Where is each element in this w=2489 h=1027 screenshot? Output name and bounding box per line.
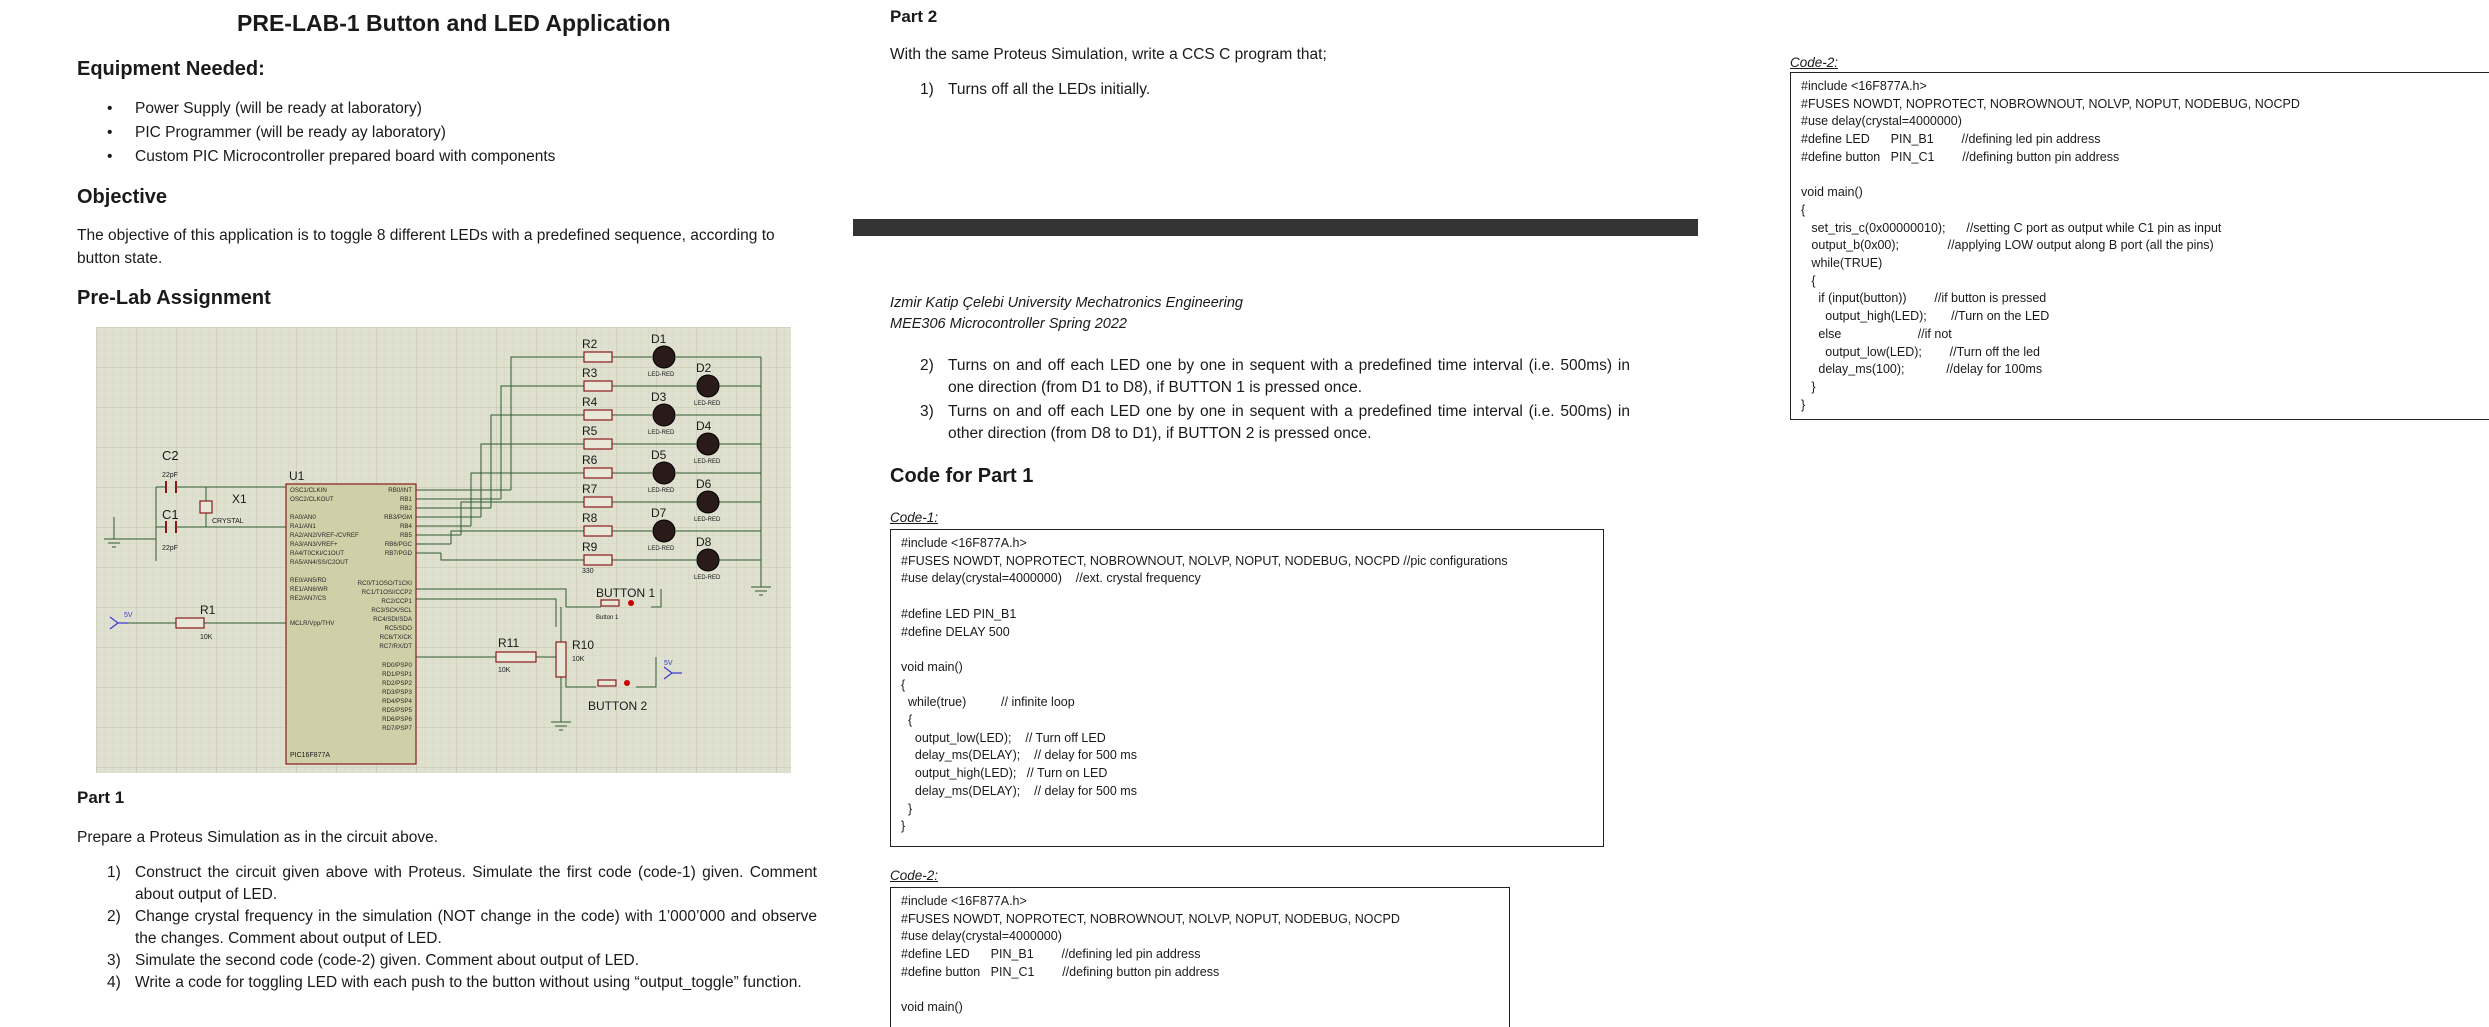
mcu-pin-label: RB5 [399, 532, 412, 539]
part1-list [77, 862, 817, 994]
led-label-d6: D6 [696, 477, 712, 491]
list-item: 1) Turns off all the LEDs initially. [920, 81, 1151, 98]
objective-heading: Objective [77, 186, 168, 208]
button1-label: BUTTON 1 [596, 586, 656, 600]
part2-heading: Part 2 [890, 7, 938, 26]
mcu-pin-label: RD5/PSP5 [382, 707, 412, 714]
mcu-pin-label: RD1/PSP1 [382, 671, 412, 678]
mcu-pin-label: RC2/CCP1 [381, 598, 412, 605]
crystal-label: X1 [232, 492, 247, 506]
led-label-d1: D1 [651, 332, 667, 346]
mcu-pin-label: RD4/PSP4 [382, 698, 412, 705]
list-item: • Custom PIC Microcontroller prepared board with components [77, 145, 817, 169]
mcu-pin-label: RD6/PSP6 [382, 716, 412, 723]
mcu-pin-label: RA5/AN4/SS/C2OUT [290, 559, 349, 566]
mcu-pin-label: RC7/RX/DT [379, 643, 412, 650]
code-part1-heading: Code for Part 1 [890, 465, 1034, 487]
led-type-label: LED-RED [694, 401, 721, 407]
cap-c1-value: 22pF [162, 545, 178, 552]
led-type-label: LED-RED [648, 430, 675, 436]
list-item: • Power Supply (will be ready at laboratory) [77, 97, 817, 121]
res-label-r9: R9 [582, 540, 598, 554]
crystal-type: CRYSTAL [212, 518, 244, 525]
mcu-pin-label: RA3/AN3/VREF+ [290, 541, 338, 548]
equipment-list [77, 97, 817, 169]
mcu-name: U1 [289, 469, 305, 483]
list-item: 2) Turns on and off each LED one by one in sequent with a predefined time interval (i.e. 500ms) in one direction (from D1 to D8), if BUTTON 1 is pressed once. [920, 357, 1630, 396]
equipment-heading: Equipment Needed: [77, 58, 265, 80]
part2-intro: With the same Proteus Simulation, write a CCS C program that; [890, 46, 1327, 63]
mcu-pin-label: RE0/AN5/RD [290, 577, 327, 584]
mcu-pin-label: OSC2/CLKOUT [290, 496, 334, 503]
led-label-d7: D7 [651, 506, 667, 520]
led-label-d5: D5 [651, 448, 667, 462]
code2-label: Code-2: [1790, 55, 1839, 70]
circuit-schematic [96, 327, 791, 773]
led-label-d8: D8 [696, 535, 712, 549]
mcu-pin-label: RE2/AN7/CS [290, 595, 327, 602]
mcu-pin-label: RA2/AN2/VREF-/CVREF [290, 532, 359, 539]
page-title: PRE-LAB-1 Button and LED Application [237, 10, 671, 36]
res-label-r4: R4 [582, 395, 598, 409]
led-type-label: LED-RED [694, 459, 721, 465]
mcu-pin-label: RD3/PSP3 [382, 689, 412, 696]
mcu-pin-label: RC0/T1OSO/T1CKI [357, 580, 412, 587]
r10-value: 10K [572, 656, 585, 663]
footer-course: MEE306 Microcontroller Spring 2022 [890, 316, 1127, 332]
code2-block-partial: #include <16F877A.h> #FUSES NOWDT, NOPROTECT, NOBROWNOUT, NOLVP, NOPUT, NODEBUG, NOCPD #use delay(crystal=4000000) #define LED PIN_B1 //defining led pin address #define button PIN_C1 //defining button pin address void main() [890, 887, 1510, 1027]
list-item: 2) Change crystal frequency in the simulation (NOT change in the code) with 1’000’000 and observe the changes. Comment about output of LED. [107, 908, 817, 947]
code1-block: #include <16F877A.h> #FUSES NOWDT, NOPROTECT, NOBROWNOUT, NOLVP, NOPUT, NODEBUG, NOCPD //pic configurations #use delay(crystal=4000000) //ext. crystal frequency #define LED PIN_B1 #define DELAY 500 void main() { while(true) // infinite loop { output_low(LED); // Turn off LED delay_ms(DELAY); // delay for 500 ms output_high(LED); // Turn on LED delay_ms(DELAY); // delay for 500 ms } } [890, 529, 1604, 847]
res-label-r3: R3 [582, 366, 598, 380]
mcu-part: PIC16F877A [290, 752, 331, 759]
led-type-label: LED-RED [648, 372, 675, 378]
mcu-pin-label: RC3/SCK/SCL [371, 607, 412, 614]
led-type-label: LED-RED [694, 575, 721, 581]
mcu-pin-label: RA4/T0CKI/C1OUT [290, 550, 344, 557]
r1-value: 10K [200, 634, 213, 641]
res-label-r6: R6 [582, 453, 598, 467]
list-item: • PIC Programmer (will be ready ay laboratory) [77, 121, 817, 145]
footer-university: Izmir Katip Çelebi University Mechatronics Engineering [890, 295, 1243, 311]
part1-heading: Part 1 [77, 788, 125, 807]
objective-text: The objective of this application is to toggle 8 different LEDs with a predefined sequence, according to button state. [77, 227, 775, 267]
mcu-pin-label: RB2 [399, 505, 412, 512]
mcu-pin-label: RB4 [399, 523, 412, 530]
res-label-r5: R5 [582, 424, 598, 438]
part1-intro: Prepare a Proteus Simulation as in the circuit above. [77, 829, 438, 846]
mcu-pin-label: RE1/AN6/WR [290, 586, 328, 593]
mcu-pin-label: RB0/INT [388, 487, 412, 494]
r10-label: R10 [572, 638, 595, 652]
cap-c1-label: C1 [162, 507, 179, 522]
led-type-label: LED-RED [648, 488, 675, 494]
code2-block: #include <16F877A.h> #FUSES NOWDT, NOPROTECT, NOBROWNOUT, NOLVP, NOPUT, NODEBUG, NOCPD #use delay(crystal=4000000) #define LED PIN_B1 //defining led pin address #define button PIN_C1 //defining button pin address void main() { set_tris_c(0x00000010); //setting C port as output while C1 pin as input output_b(0x00); //applying LOW output along B port (all the pins) while(TRUE) { if (input(button)) //if button is pressed output_high(LED); //Turn on the LED else //if not output_low(LED); //Turn off the led delay_ms(100); //delay for 100ms } } [1790, 72, 2489, 420]
led-type-label: LED-RED [694, 517, 721, 523]
res-value: 330 [582, 568, 594, 575]
res-label-r7: R7 [582, 482, 598, 496]
led-label-d4: D4 [696, 419, 712, 433]
led-label-d3: D3 [651, 390, 667, 404]
mcu-pin-label: OSC1/CLKIN [290, 487, 327, 494]
list-item: 3) Simulate the second code (code-2) given. Comment about output of LED. [107, 952, 640, 969]
mcu-pin-label: RC5/SDO [384, 625, 412, 632]
mcu-pin-label: RD2/PSP2 [382, 680, 412, 687]
mcu-pin-label: RC6/TX/CK [379, 634, 412, 641]
button2-label: BUTTON 2 [588, 699, 648, 713]
cap-c2-value: 22pF [162, 472, 178, 479]
part1-list-clip [77, 862, 817, 1016]
res-label-r2: R2 [582, 337, 598, 351]
mcu-pin-label: RB3/PGM [384, 514, 412, 521]
part2-list-top [890, 79, 1630, 101]
mcu-pin-label: RC4/SDI/SDA [373, 616, 412, 623]
button1-sublabel: Button 1 [596, 615, 619, 621]
part2-list [890, 355, 1630, 445]
r1-label: R1 [200, 603, 216, 617]
cap-c2-label: C2 [162, 448, 179, 463]
mcu-pin-label: RB1 [399, 496, 412, 503]
mcu-pin-label: RA0/AN0 [290, 514, 316, 521]
led-label-d2: D2 [696, 361, 712, 375]
vcc-label-right: 5V [664, 660, 673, 667]
mcu-pin-label: RC1/T1OSI/CCP2 [361, 589, 412, 596]
mcu-pin-label: RD0/PSP0 [382, 662, 412, 669]
r11-value: 10K [498, 667, 511, 674]
mcu-pin-label: RD7/PSP7 [382, 725, 412, 732]
mcu-pin-label: RB6/PGC [384, 541, 412, 548]
code2-label-middle: Code-2: [890, 868, 939, 883]
list-item: 1) Construct the circuit given above with Proteus. Simulate the first code (code-1) given. Comment about output of LED. [107, 864, 817, 903]
vcc-label-left: 5V [124, 612, 133, 619]
mcu-pin-label: MCLR/Vpp/THV [290, 620, 335, 627]
list-item: 4) Write a code for toggling LED with each push to the button without using “output_toggle” function. [107, 974, 802, 991]
code1-label: Code-1: [890, 510, 939, 525]
r11-label: R11 [498, 636, 520, 650]
res-label-r8: R8 [582, 511, 598, 525]
led-type-label: LED-RED [648, 546, 675, 552]
mcu-pin-label: RB7/PGD [384, 550, 412, 557]
mcu-pin-label: RA1/AN1 [290, 523, 316, 530]
list-item: 3) Turns on and off each LED one by one in sequent with a predefined time interval (i.e. 500ms) in other direction (from D8 to D1), if BUTTON 2 is pressed once. [920, 403, 1630, 442]
prelab-heading: Pre-Lab Assignment [77, 287, 271, 309]
page-divider [853, 219, 1698, 236]
